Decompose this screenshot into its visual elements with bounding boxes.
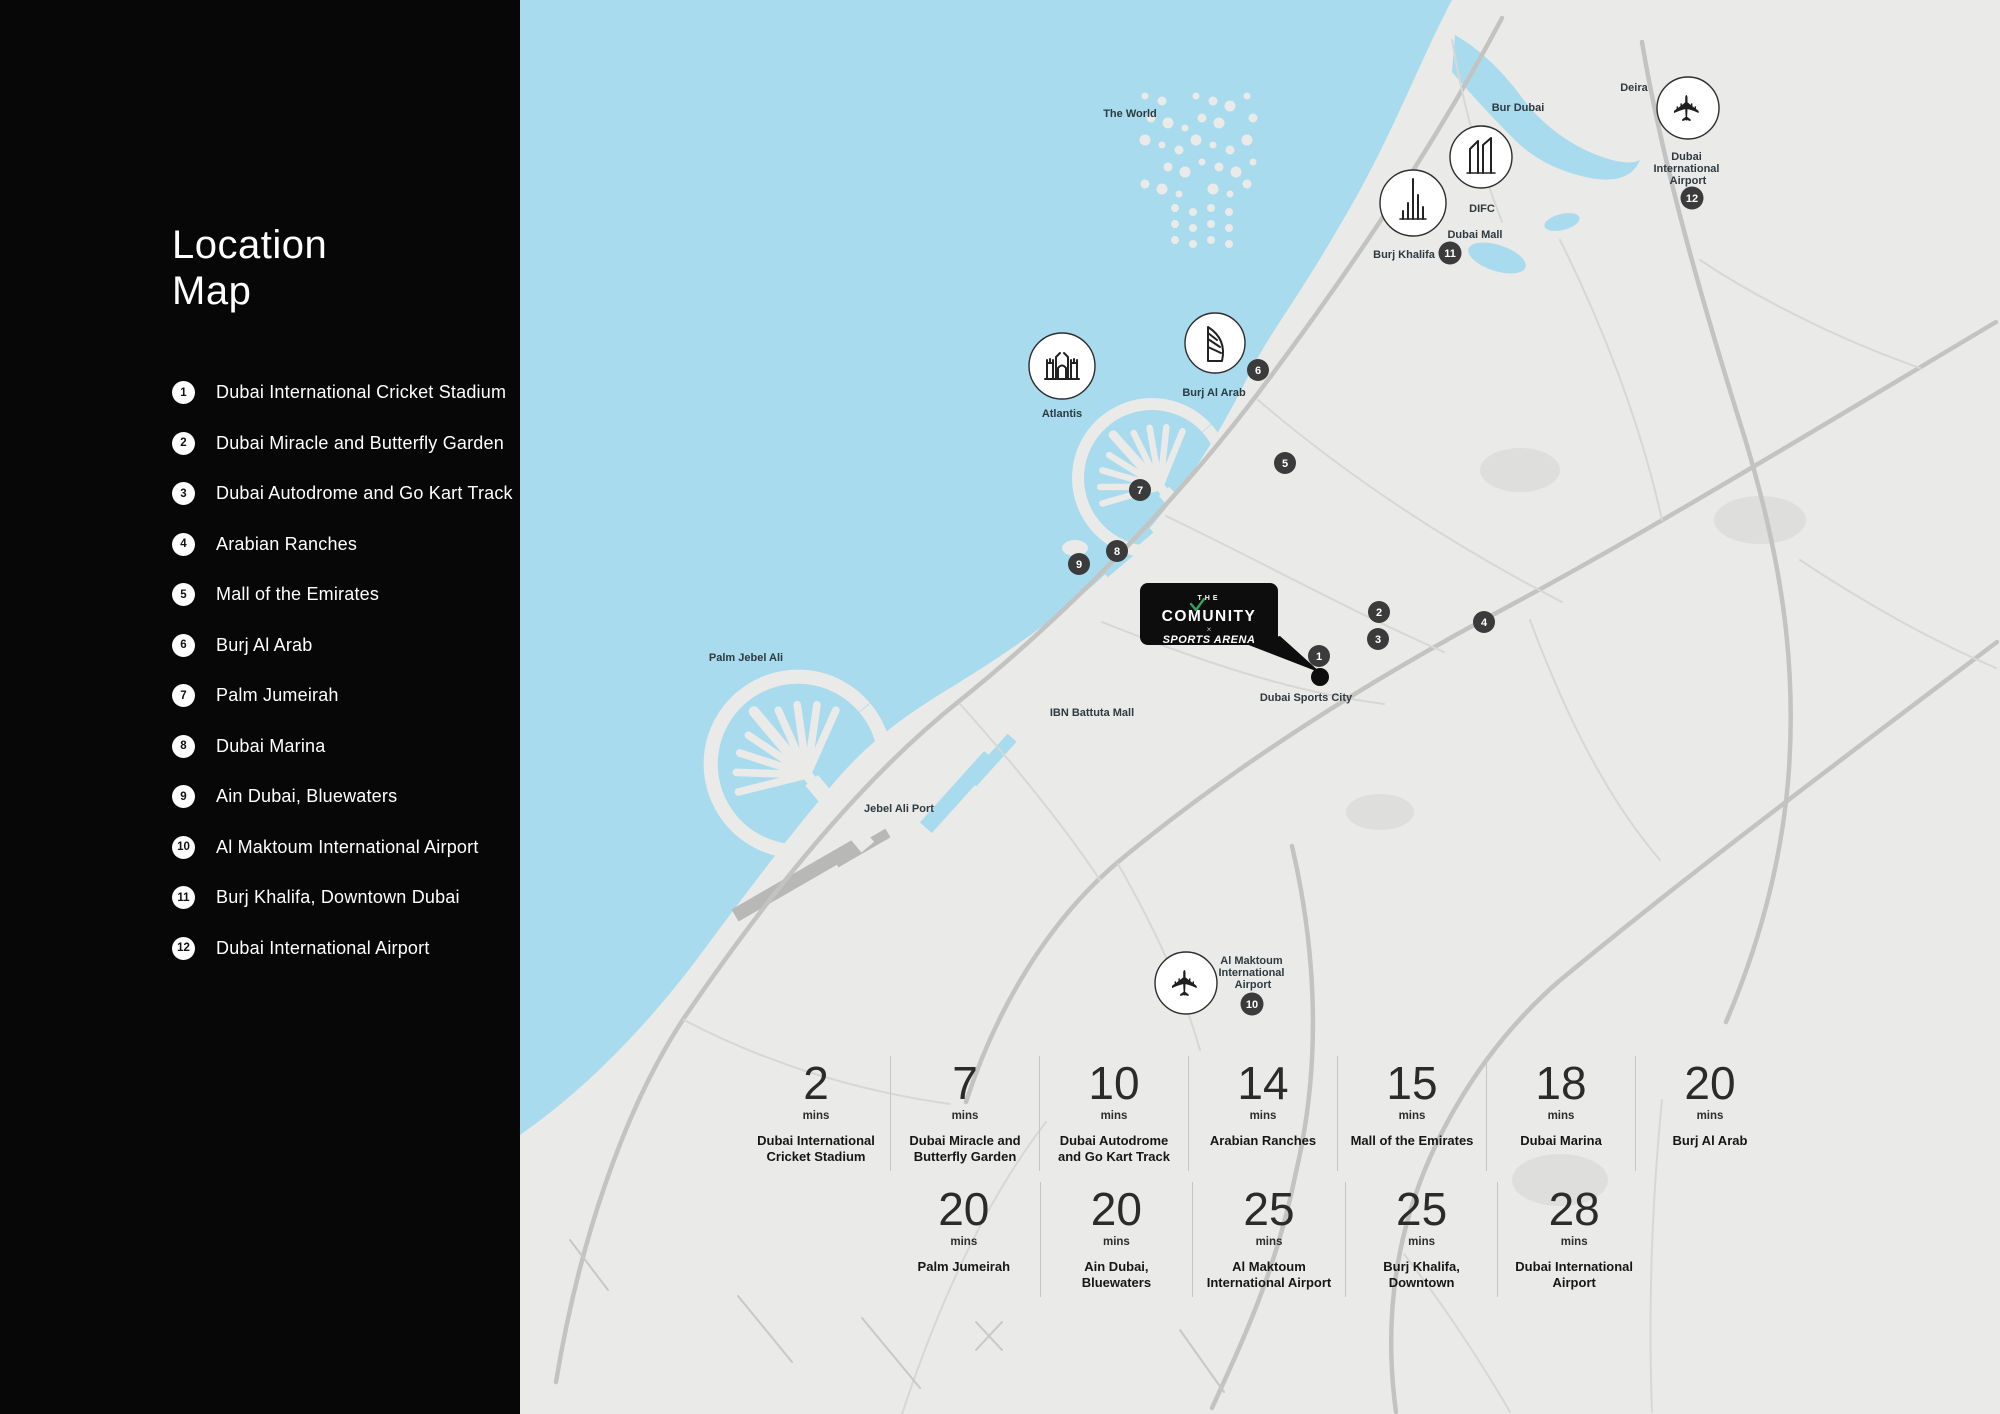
legend-label: Dubai Autodrome and Go Kart Track bbox=[216, 483, 513, 503]
time-card bbox=[742, 1056, 890, 1171]
time-value: 15 bbox=[1386, 1057, 1438, 1109]
time-card bbox=[1345, 1182, 1498, 1297]
time-destination: Mall of the Emirates bbox=[1350, 1133, 1474, 1148]
time-unit: mins bbox=[1408, 1236, 1435, 1248]
map-badge-9 bbox=[1068, 553, 1090, 575]
travel-times-row1 bbox=[742, 1056, 1784, 1171]
time-card bbox=[1497, 1182, 1650, 1297]
legend-label: Al Maktoum International Airport bbox=[216, 836, 479, 857]
legend-label: Burj Al Arab bbox=[216, 634, 313, 655]
legend-number-badge: 1 bbox=[172, 381, 195, 404]
logo-the: THE bbox=[1197, 595, 1221, 602]
svg-text:4: 4 bbox=[1480, 617, 1488, 629]
label-the-world: The World bbox=[1103, 108, 1157, 120]
label-dwc-airport: Al Maktoum International Airport bbox=[1218, 955, 1285, 991]
time-card bbox=[1188, 1056, 1337, 1171]
time-value: 10 bbox=[1088, 1057, 1140, 1109]
time-unit: mins bbox=[1255, 1236, 1283, 1248]
time-unit: mins bbox=[1560, 1236, 1588, 1248]
time-value: 2 bbox=[803, 1057, 829, 1109]
time-value: 25 bbox=[1395, 1183, 1448, 1235]
legend-item-8 bbox=[172, 735, 513, 758]
page-title-line2: Map bbox=[172, 269, 252, 313]
legend-number-badge: 4 bbox=[172, 533, 195, 556]
time-destination: Dubai Autodrome and Go Kart Track bbox=[1058, 1133, 1170, 1164]
svg-text:11: 11 bbox=[1444, 248, 1456, 260]
svg-text:5: 5 bbox=[1281, 458, 1289, 470]
page-title-line1: Location bbox=[172, 223, 328, 267]
svg-text:7: 7 bbox=[1136, 485, 1144, 497]
legend-label: Arabian Ranches bbox=[216, 533, 358, 554]
airplane-icon: ✈ bbox=[1165, 967, 1207, 999]
time-unit: mins bbox=[951, 1110, 979, 1122]
time-unit: mins bbox=[1102, 1236, 1130, 1248]
map-badge-1 bbox=[1308, 645, 1330, 667]
legend-number-badge: 11 bbox=[172, 886, 195, 909]
legend-item-1 bbox=[172, 381, 513, 404]
time-destination: Dubai Miracle and Butterfly Garden bbox=[909, 1133, 1021, 1164]
svg-text:10: 10 bbox=[1245, 999, 1259, 1011]
poi-atlantis bbox=[1029, 333, 1095, 399]
legend-label: Dubai Miracle and Butterfly Garden bbox=[216, 432, 504, 453]
map-badge-8 bbox=[1106, 540, 1128, 562]
legend-item-9 bbox=[172, 785, 513, 808]
label-dubai-mall: Dubai Mall bbox=[1447, 229, 1503, 241]
legend-label: Dubai Marina bbox=[216, 735, 326, 756]
time-card bbox=[1635, 1056, 1784, 1171]
logo-x-mark: × bbox=[1206, 625, 1212, 634]
svg-text:12: 12 bbox=[1685, 193, 1699, 205]
time-destination: Ain Dubai, Bluewaters bbox=[1081, 1259, 1152, 1290]
legend-list bbox=[172, 381, 513, 987]
time-value: 28 bbox=[1548, 1183, 1600, 1235]
label-bur-dubai: Bur Dubai bbox=[1491, 102, 1545, 114]
legend-number-badge: 9 bbox=[172, 785, 195, 808]
label-dxb-airport: Dubai International Airport bbox=[1653, 151, 1720, 187]
time-unit: mins bbox=[1249, 1110, 1277, 1122]
legend-item-11 bbox=[172, 886, 513, 909]
legend-number-badge: 3 bbox=[172, 482, 195, 505]
time-destination: Dubai International Airport bbox=[1515, 1259, 1634, 1290]
label-dubai-sports-city: Dubai Sports City bbox=[1259, 692, 1353, 704]
time-card bbox=[1337, 1056, 1486, 1171]
location-pin-dot bbox=[1311, 668, 1329, 686]
sidebar bbox=[0, 0, 520, 1414]
label-deira: Deira bbox=[1620, 82, 1648, 94]
map-badge-10 bbox=[1241, 993, 1264, 1016]
legend-number-badge: 5 bbox=[172, 583, 195, 606]
time-destination: Al Maktoum International Airport bbox=[1206, 1259, 1332, 1290]
time-card bbox=[888, 1182, 1040, 1297]
label-difc: DIFC bbox=[1469, 203, 1495, 215]
logo-arena: SPORTS ARENA bbox=[1162, 634, 1256, 646]
map-badge-11 bbox=[1439, 242, 1462, 265]
time-value: 20 bbox=[1684, 1057, 1736, 1109]
time-value: 18 bbox=[1535, 1057, 1587, 1109]
poi-burj-khalifa bbox=[1380, 170, 1446, 236]
legend-number-badge: 7 bbox=[172, 684, 195, 707]
legend-number-badge: 8 bbox=[172, 735, 195, 758]
poi-difc bbox=[1450, 126, 1512, 188]
time-unit: mins bbox=[1547, 1110, 1575, 1122]
time-card bbox=[1192, 1182, 1345, 1297]
poi-dxb-airport bbox=[1657, 77, 1719, 139]
time-destination: Palm Jumeirah bbox=[917, 1259, 1011, 1274]
legend-label: Dubai International Cricket Stadium bbox=[216, 382, 507, 402]
time-unit: mins bbox=[802, 1110, 830, 1122]
map-badge-4 bbox=[1473, 611, 1495, 633]
svg-text:6: 6 bbox=[1254, 365, 1262, 377]
legend-number-badge: 12 bbox=[172, 937, 195, 960]
time-unit: mins bbox=[1398, 1110, 1426, 1122]
legend-number-badge: 10 bbox=[172, 836, 195, 859]
time-card bbox=[890, 1056, 1039, 1171]
label-ibn-battuta-mall: IBN Battuta Mall bbox=[1049, 707, 1135, 719]
time-value: 20 bbox=[1090, 1183, 1142, 1235]
time-card bbox=[1040, 1182, 1193, 1297]
time-value: 7 bbox=[952, 1057, 978, 1109]
time-value: 20 bbox=[938, 1183, 990, 1235]
map-badge-5 bbox=[1274, 452, 1296, 474]
time-destination: Burj Al Arab bbox=[1672, 1133, 1748, 1148]
legend-item-5 bbox=[172, 583, 513, 606]
travel-times-row2 bbox=[888, 1182, 1650, 1297]
time-unit: mins bbox=[1696, 1110, 1724, 1122]
page-title bbox=[172, 222, 327, 314]
map-badge-12 bbox=[1681, 187, 1704, 210]
time-unit: mins bbox=[1100, 1110, 1128, 1122]
legend-label: Dubai International Airport bbox=[216, 937, 430, 958]
label-burj-al-arab: Burj Al Arab bbox=[1182, 387, 1246, 399]
svg-text:3: 3 bbox=[1374, 634, 1382, 646]
svg-text:8: 8 bbox=[1113, 546, 1121, 558]
legend-number-badge: 2 bbox=[172, 432, 195, 455]
label-atlantis: Atlantis bbox=[1041, 408, 1083, 420]
time-value: 25 bbox=[1243, 1183, 1295, 1235]
time-destination: Burj Khalifa, Downtown bbox=[1383, 1259, 1460, 1290]
legend-label: Mall of the Emirates bbox=[216, 584, 380, 604]
label-burj-khalifa: Burj Khalifa bbox=[1373, 249, 1435, 261]
map-badge-6 bbox=[1247, 359, 1269, 381]
legend-label: Ain Dubai, Bluewaters bbox=[216, 786, 398, 806]
label-jebel-ali-port: Jebel Ali Port bbox=[864, 803, 934, 815]
legend-item-2 bbox=[172, 432, 513, 455]
time-value: 14 bbox=[1237, 1057, 1289, 1109]
time-destination: Arabian Ranches bbox=[1209, 1133, 1317, 1148]
logo-name: COMUNITY bbox=[1161, 608, 1257, 625]
legend-item-6 bbox=[172, 634, 513, 657]
map-badge-2 bbox=[1368, 601, 1390, 623]
legend-label: Palm Jumeirah bbox=[216, 685, 339, 705]
legend-item-12 bbox=[172, 937, 513, 960]
legend-number-badge: 6 bbox=[172, 634, 195, 657]
svg-text:2: 2 bbox=[1375, 607, 1383, 619]
legend-item-10 bbox=[172, 836, 513, 859]
legend-item-7 bbox=[172, 684, 513, 707]
time-card bbox=[1486, 1056, 1635, 1171]
svg-text:9: 9 bbox=[1075, 559, 1083, 571]
airplane-icon: ✈ bbox=[1667, 92, 1709, 124]
poi-burj-al-arab bbox=[1185, 313, 1245, 373]
time-destination: Dubai International Cricket Stadium bbox=[757, 1133, 875, 1164]
map-badge-7 bbox=[1129, 479, 1151, 501]
legend-label: Burj Khalifa, Downtown Dubai bbox=[216, 887, 460, 907]
legend-item-3 bbox=[172, 482, 513, 505]
time-unit: mins bbox=[950, 1236, 978, 1248]
label-palm-jebel-ali: Palm Jebel Ali bbox=[708, 652, 784, 664]
legend-item-4 bbox=[172, 533, 513, 556]
map-badge-3 bbox=[1367, 628, 1389, 650]
svg-text:1: 1 bbox=[1315, 651, 1323, 663]
poi-dwc-airport bbox=[1155, 952, 1217, 1014]
time-card bbox=[1039, 1056, 1188, 1171]
time-destination: Dubai Marina bbox=[1520, 1133, 1602, 1148]
